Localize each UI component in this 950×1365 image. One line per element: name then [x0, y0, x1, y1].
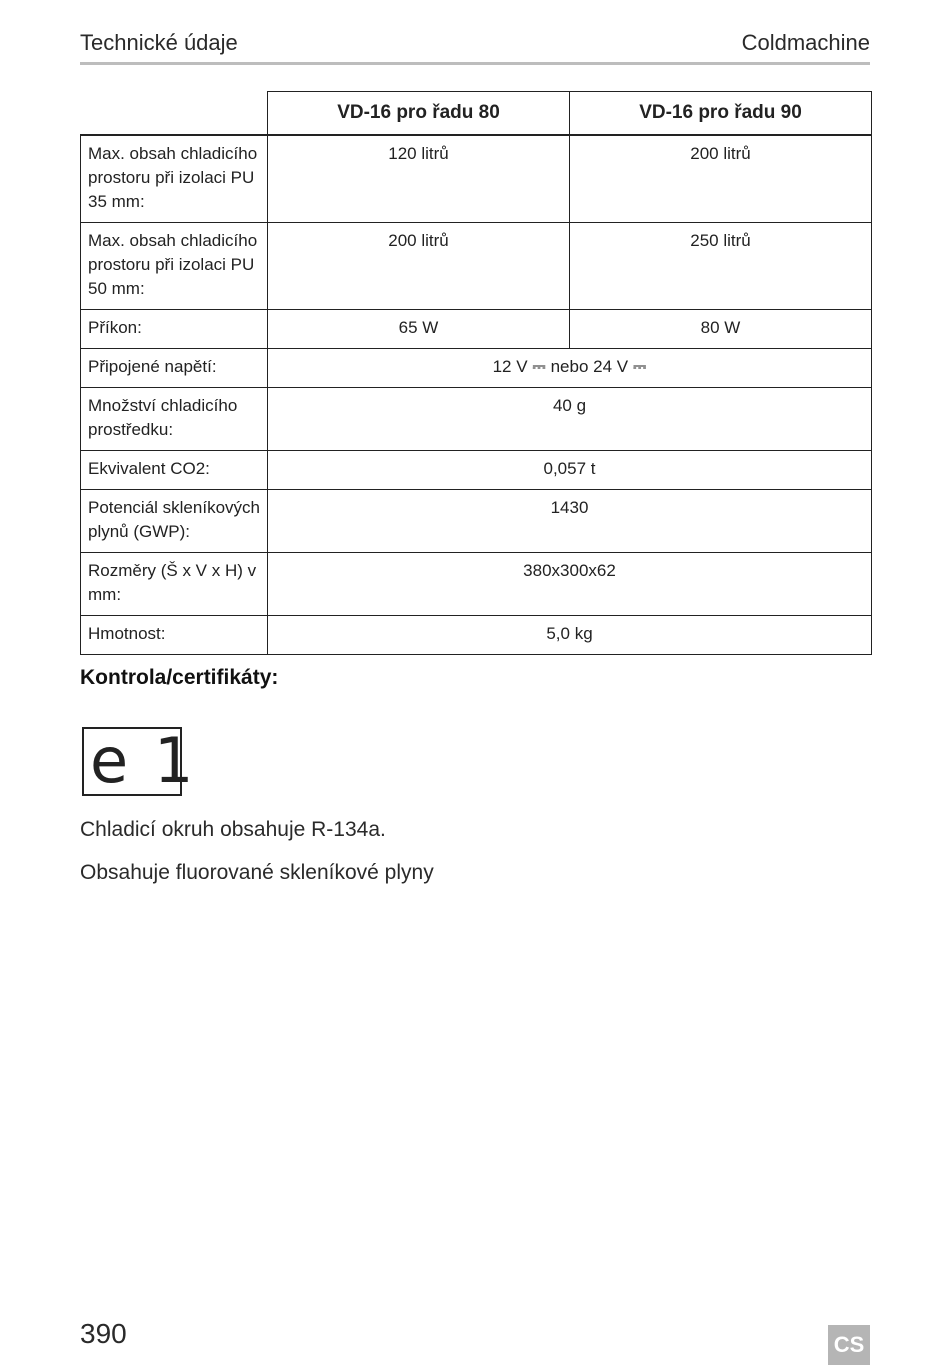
row-value: 65 W [268, 310, 570, 349]
column-header-80: VD-16 pro řadu 80 [268, 92, 570, 136]
column-header-90: VD-16 pro řadu 90 [570, 92, 872, 136]
table-row [81, 451, 872, 490]
table-header-row [81, 92, 872, 136]
row-value: 0,057 t [268, 451, 872, 490]
row-label: Připojené napětí: [81, 349, 268, 388]
table-row [81, 349, 872, 388]
row-value: 120 litrů [268, 135, 570, 223]
row-label: Rozměry (Š x V x H) v mm: [81, 553, 268, 616]
table-row [81, 135, 872, 223]
page-header [80, 30, 870, 65]
row-value: 12 V ⎓ nebo 24 V ⎓ [268, 349, 872, 388]
row-label: Ekvivalent CO2: [81, 451, 268, 490]
row-value: 80 W [570, 310, 872, 349]
row-label: Příkon: [81, 310, 268, 349]
header-product-name: Coldmachine [741, 30, 870, 55]
table-corner-cell [81, 92, 268, 136]
language-badge: CS [828, 1325, 870, 1365]
page-number: 390 [80, 1318, 127, 1349]
row-value: 200 litrů [268, 223, 570, 310]
fluorinated-gases-note: Obsahuje fluorované skleníkové plyny [80, 861, 434, 884]
row-value: 5,0 kg [268, 616, 872, 655]
row-value: 380x300x62 [268, 553, 872, 616]
row-value: 40 g [268, 388, 872, 451]
row-label: Hmotnost: [81, 616, 268, 655]
table-row [81, 223, 872, 310]
emark-number: 1 [154, 724, 194, 797]
row-label: Max. obsah chladicího prostoru při izolaci PU 35 mm: [81, 135, 268, 223]
table-row [81, 616, 872, 655]
row-value: 250 litrů [570, 223, 872, 310]
table-row [81, 553, 872, 616]
row-label: Potenciál skleníkových plynů (GWP): [81, 490, 268, 553]
header-section-title: Technické údaje [80, 30, 238, 55]
emark-letter: e [90, 724, 129, 797]
e1-approval-mark-icon [82, 724, 194, 797]
table-row [81, 388, 872, 451]
table-row [81, 310, 872, 349]
technical-data-table [80, 91, 872, 655]
certificates-heading: Kontrola/certifikáty: [80, 666, 279, 689]
row-label: Množství chladicího prostředku: [81, 388, 268, 451]
row-value: 200 litrů [570, 135, 872, 223]
table-row [81, 490, 872, 553]
row-value: 1430 [268, 490, 872, 553]
row-label: Max. obsah chladicího prostoru při izolaci PU 50 mm: [81, 223, 268, 310]
refrigerant-note: Chladicí okruh obsahuje R-134a. [80, 818, 386, 841]
